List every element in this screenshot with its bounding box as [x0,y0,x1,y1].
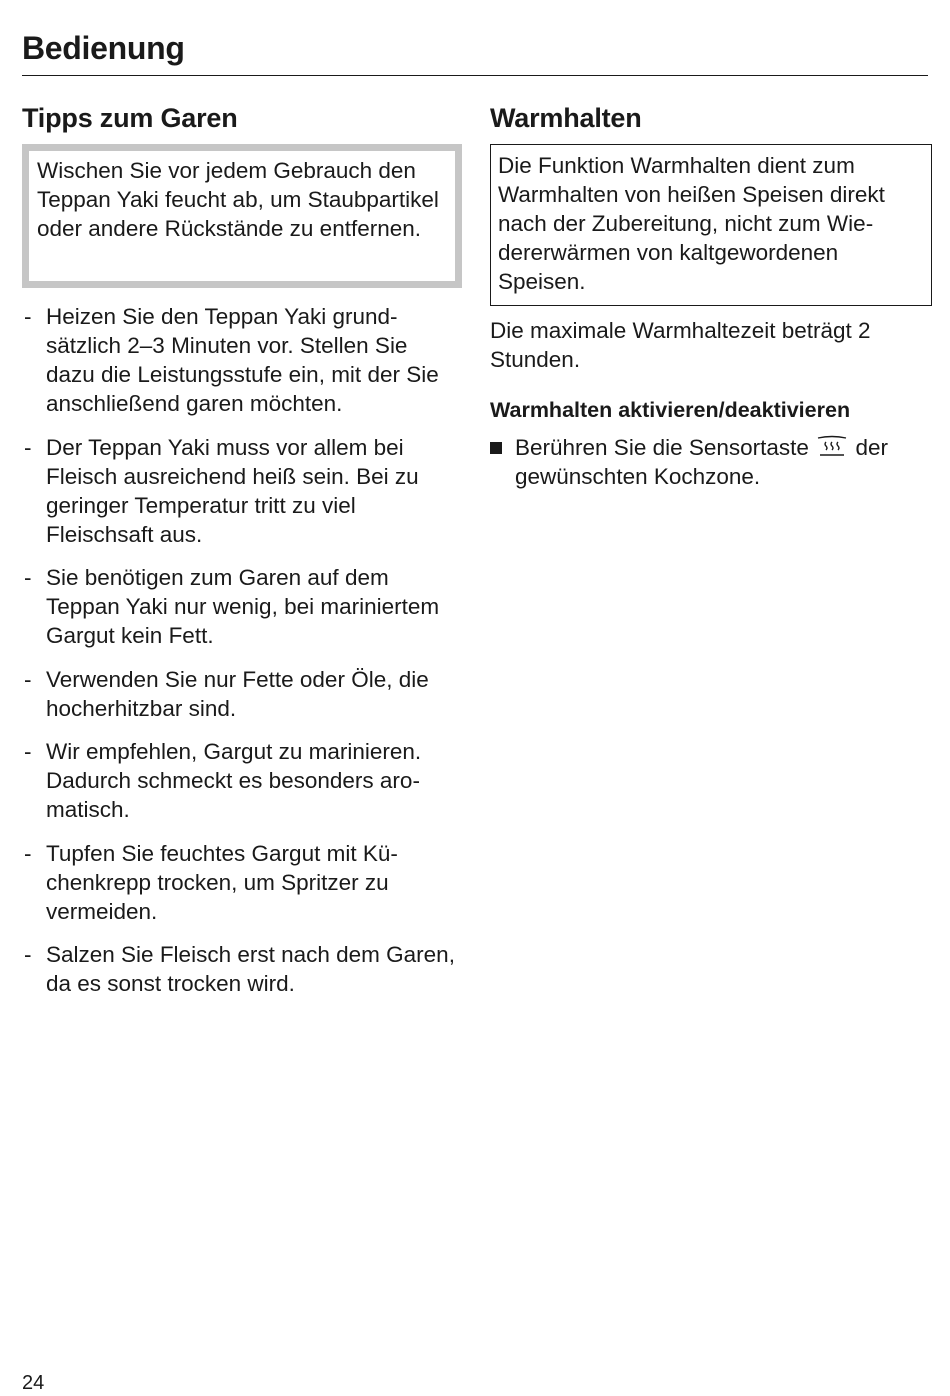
page-title: Bedienung [22,30,185,66]
list-dash: - [24,304,32,329]
list-dash: - [24,739,32,764]
list-item [22,302,462,418]
list-item-text: Der Teppan Yaki muss vor allem bei Fleisch ausreichend heiß sein. Bei zu geringer Temperatur tritt zu viel Fleischsaft aus. [46,434,419,547]
list-item-text: Sie benötigen zum Garen auf dem Teppan Yaki nur wenig, bei mariniertem Gargut kein Fett. [46,565,440,648]
list-item [22,563,462,650]
cleaning-note-text: Wischen Sie vor jedem Gebrauch den Teppan Yaki feucht ab, um Staubpartikel oder andere Rückstände zu entfernen. [37,158,439,241]
list-item [22,665,462,723]
list-item [22,839,462,926]
list-dash: - [24,666,32,692]
list-dash: - [24,565,32,590]
list-dash: - [24,942,32,967]
tips-section-title: Tipps zum Garen [22,103,238,133]
cleaning-note-box [22,144,462,288]
tips-section [22,98,462,1013]
square-bullet-icon [490,442,502,454]
keep-warm-section-title: Warmhalten [490,103,642,133]
list-item-text: Tupfen Sie feuchtes Gargut mit Küchenkrepp trocken, um Spritzer zu vermeiden. [46,840,398,924]
list-dash: - [24,840,32,866]
list-dash: - [24,434,32,460]
action-text-before: Berühren Sie die Sensortaste [515,435,809,460]
list-item [22,433,462,549]
list-item [22,940,462,998]
action-text-after: der gewünschten Kochzone. [515,435,888,489]
keep-warm-icon [817,435,847,459]
list-item-text: Salzen Sie Fleisch erst nach dem Garen, da es sonst trocken wird. [46,942,455,996]
keep-warm-info-text: Die Funktion Warmhalten dient zum Warmhalten von heißen Speisen direkt nach der Zubereitung, nicht zum Wiedererwärmen von kaltgewordenen Speisen. [498,153,885,294]
keep-warm-info-box [490,144,932,306]
list-item-text: Heizen Sie den Teppan Yaki grundsätzlich 2–3 Minuten vor. Stellen Sie dazu die Leistungsstufe ein, mit der Sie anschließend garen möchten. [46,304,439,416]
action-step [490,433,932,491]
page-header [22,28,928,76]
activate-subheading: Warmhalten aktivieren/deaktivieren [490,398,851,422]
tips-list [22,302,462,998]
page-number: 24 [22,1372,45,1394]
list-item-text: Wir empfehlen, Gargut zu marinieren. Dadurch schmeckt es besonders aromatisch. [46,739,422,822]
list-item-text: Verwenden Sie nur Fette oder Öle, die hocherhitzbar sind. [46,666,429,721]
max-duration-text: Die maximale Warmhaltezeit beträgt 2 Stunden. [490,318,871,372]
list-item [22,737,462,824]
keep-warm-section [490,98,932,491]
